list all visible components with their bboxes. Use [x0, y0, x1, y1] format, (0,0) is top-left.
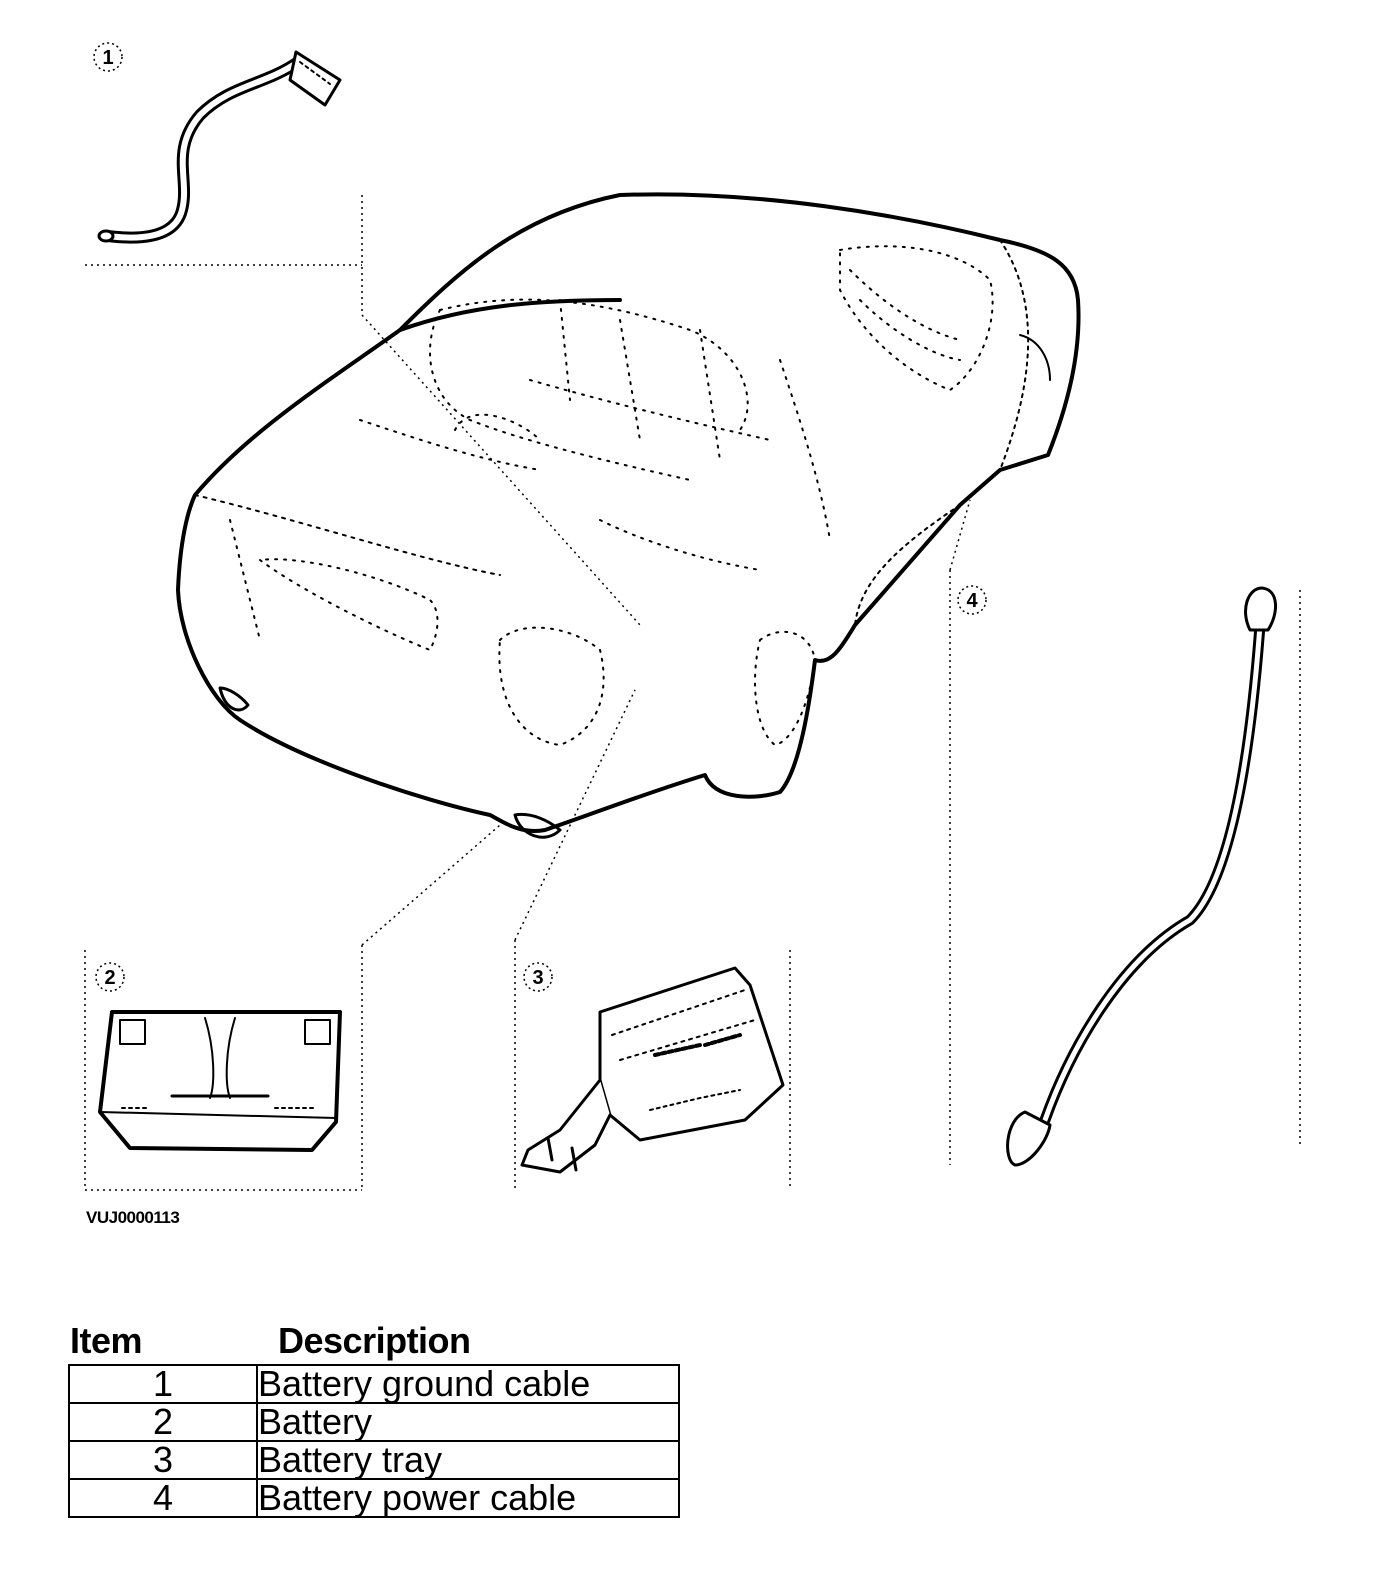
legend-header-item: Item	[70, 1320, 143, 1361]
callout-2	[96, 963, 124, 991]
legend	[68, 1320, 680, 1518]
vehicle-detail-dots	[230, 246, 993, 745]
battery-illustration	[100, 1012, 340, 1150]
legend-header-description: Description	[278, 1320, 471, 1361]
legend-table	[68, 1364, 680, 1518]
legend-item-number: 3	[69, 1441, 257, 1479]
callout-3-label: 3	[532, 967, 544, 989]
callout-1	[94, 43, 122, 71]
legend-item-number: 2	[69, 1403, 257, 1441]
callout-1-label: 1	[102, 47, 114, 69]
callout-2-label: 2	[104, 967, 116, 989]
legend-item-description: Battery ground cable	[257, 1365, 679, 1403]
callout-4-label: 4	[966, 590, 978, 612]
legend-row	[69, 1365, 679, 1403]
battery-power-cable-illustration	[1008, 588, 1276, 1165]
legend-header	[68, 1320, 680, 1364]
vehicle-outline	[178, 194, 1079, 837]
legend-item-description: Battery tray	[257, 1441, 679, 1479]
legend-row	[69, 1441, 679, 1479]
callout-3	[524, 963, 552, 991]
callout-4	[958, 586, 986, 614]
legend-row	[69, 1479, 679, 1517]
legend-row	[69, 1403, 679, 1441]
legend-item-description: Battery	[257, 1403, 679, 1441]
legend-item-description: Battery power cable	[257, 1479, 679, 1517]
legend-item-number: 1	[69, 1365, 257, 1403]
battery-ground-cable-illustration	[99, 52, 340, 241]
figure-code: VUJ0000113	[86, 1208, 180, 1227]
battery-tray-illustration	[522, 968, 783, 1172]
legend-item-number: 4	[69, 1479, 257, 1517]
